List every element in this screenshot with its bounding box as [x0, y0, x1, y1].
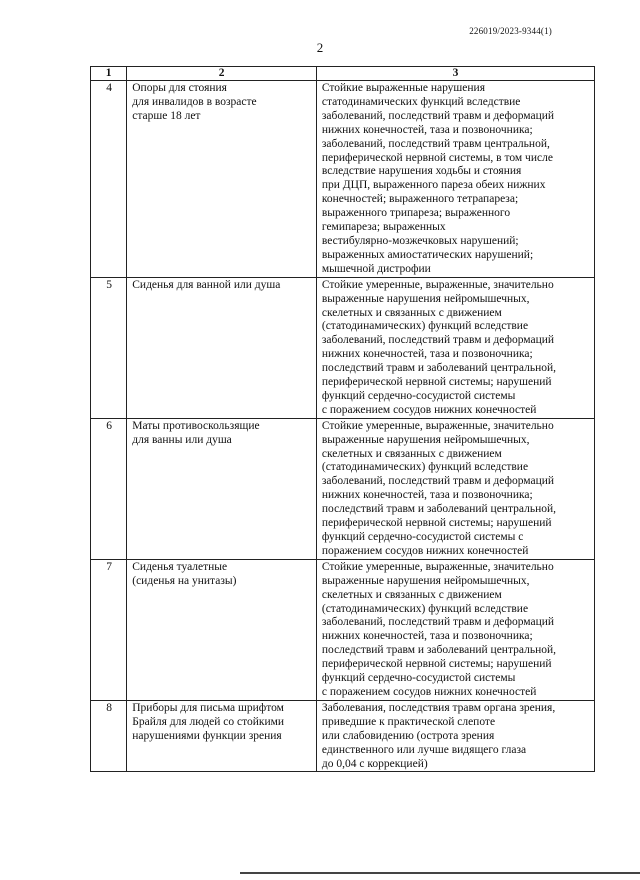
indication-line: заболеваний, последствий травм и деформаций: [321, 109, 555, 122]
item-name-line: (сиденья на унитазы): [132, 574, 237, 587]
indication-line: выраженного трипареза; выраженного: [321, 207, 511, 220]
indication-line: периферической нервной системы; нарушений: [321, 658, 552, 671]
indication-cell: [316, 559, 594, 700]
indication-line: заболеваний, последствий травм и деформаций: [321, 475, 555, 488]
indication-line: или слабовидению (острота зрения: [321, 729, 495, 742]
column-header-1: 1: [91, 67, 127, 81]
indication-line: Заболевания, последствия травм органа зрения,: [321, 701, 556, 714]
table-header-row: [91, 67, 595, 81]
indication-line: нижних конечностей, таза и позвоночника;: [321, 630, 533, 643]
indication-line: заболеваний, последствий травм центральной,: [321, 137, 550, 150]
requirements-table: [90, 66, 595, 772]
item-name-line: Приборы для письма шрифтом: [132, 701, 284, 714]
indication-line: приведшие к практической слепоте: [321, 715, 496, 728]
indication-line: скелетных и связанных с движением: [321, 306, 502, 319]
indication-line: до 0,04 с коррекцией): [321, 757, 428, 770]
item-name-cell: [127, 81, 317, 278]
table-row: [91, 418, 595, 559]
item-name-line: для инвалидов в возрасте: [132, 95, 257, 108]
item-name-cell: [127, 277, 317, 418]
row-number: 5: [91, 277, 127, 418]
indication-line: при ДЦП, выраженного пареза обеих нижних: [321, 179, 546, 192]
table-row: [91, 700, 595, 772]
indication-line: мышечной дистрофии: [321, 262, 431, 275]
item-name-line: нарушениями функции зрения: [132, 729, 282, 742]
indication-line: вследствие нарушения ходьбы и стояния: [321, 165, 522, 178]
indication-line: функций сердечно-сосудистой системы: [321, 389, 516, 402]
indication-line: единственного или лучше видящего глаза: [321, 743, 527, 756]
indication-line: гемипареза; выраженных: [321, 221, 446, 234]
indication-line: вестибулярно-мозжечковых нарушений;: [321, 234, 519, 247]
indication-line: нижних конечностей, таза и позвоночника;: [321, 348, 533, 361]
indication-line: скелетных и связанных с движением: [321, 588, 502, 601]
indication-line: нижних конечностей, таза и позвоночника;: [321, 123, 533, 136]
indication-line: Стойкие выраженные нарушения: [321, 82, 485, 94]
indication-line: заболеваний, последствий травм и деформаций: [321, 616, 555, 629]
indication-cell: [316, 700, 594, 772]
indication-cell: [316, 81, 594, 278]
indication-line: с поражением сосудов нижних конечностей: [321, 403, 537, 416]
row-number: 8: [91, 700, 127, 772]
column-header-3: 3: [316, 67, 594, 81]
indication-line: конечностей; выраженного тетрапареза;: [321, 193, 519, 206]
table-body: [91, 81, 595, 772]
indication-line: скелетных и связанных с движением: [321, 447, 502, 460]
item-name-line: Маты противоскользящие: [132, 419, 260, 432]
indication-line: с поражением сосудов нижних конечностей: [321, 685, 537, 698]
row-number: 6: [91, 418, 127, 559]
row-number: 7: [91, 559, 127, 700]
indication-line: (статодинамических) функций вследствие: [321, 602, 529, 615]
indication-line: периферической нервной системы; нарушений: [321, 517, 552, 530]
table-row: [91, 277, 595, 418]
indication-line: (статодинамических) функций вследствие: [321, 320, 529, 333]
indication-line: Стойкие умеренные, выраженные, значительно: [321, 419, 554, 432]
indication-line: функций сердечно-сосудистой системы: [321, 672, 516, 685]
item-name-line: Брайля для людей со стойкими: [132, 715, 285, 728]
indication-line: периферической нервной системы, в том числе: [321, 151, 553, 164]
column-header-2: 2: [127, 67, 317, 81]
indication-line: поражением сосудов нижних конечностей: [321, 544, 529, 557]
indication-line: последствий травм и заболеваний центральной,: [321, 644, 557, 657]
indication-line: Стойкие умеренные, выраженные, значительно: [321, 278, 554, 291]
indication-cell: [316, 277, 594, 418]
indication-line: выраженные нарушения нейромышечных,: [321, 574, 530, 587]
indication-line: периферической нервной системы; нарушений: [321, 376, 552, 389]
item-name-line: старше 18 лет: [132, 109, 201, 122]
indication-line: нижних конечностей, таза и позвоночника;: [321, 489, 533, 502]
indication-line: функций сердечно-сосудистой системы с: [321, 531, 524, 543]
table-row: [91, 559, 595, 700]
indication-line: последствий травм и заболеваний центральной,: [321, 362, 557, 375]
indication-line: статодинамических функций вследствие: [321, 95, 521, 108]
item-name-line: Сиденья туалетные: [132, 560, 228, 573]
indication-line: заболеваний, последствий травм и деформаций: [321, 334, 555, 347]
item-name-cell: [127, 559, 317, 700]
indication-line: (статодинамических) функций вследствие: [321, 461, 529, 474]
table-row: [91, 81, 595, 278]
item-name-line: Сиденья для ванной или душа: [132, 278, 281, 291]
indication-cell: [316, 418, 594, 559]
item-name-cell: [127, 418, 317, 559]
indication-line: последствий травм и заболеваний центральной,: [321, 503, 557, 516]
page-number: 2: [316, 40, 324, 55]
indication-line: выраженные нарушения нейромышечных,: [321, 433, 530, 446]
document-id: 226019/2023-9344(1): [469, 26, 552, 36]
item-name-line: для ванны или душа: [132, 433, 232, 446]
item-name-line: Опоры для стояния: [132, 82, 227, 94]
indication-line: Стойкие умеренные, выраженные, значительно: [321, 560, 554, 573]
item-name-cell: [127, 700, 317, 772]
indication-line: выраженных амиостатических нарушений;: [321, 248, 534, 261]
row-number: 4: [91, 81, 127, 278]
scan-edge-line: [240, 872, 640, 874]
indication-line: выраженные нарушения нейромышечных,: [321, 292, 530, 305]
